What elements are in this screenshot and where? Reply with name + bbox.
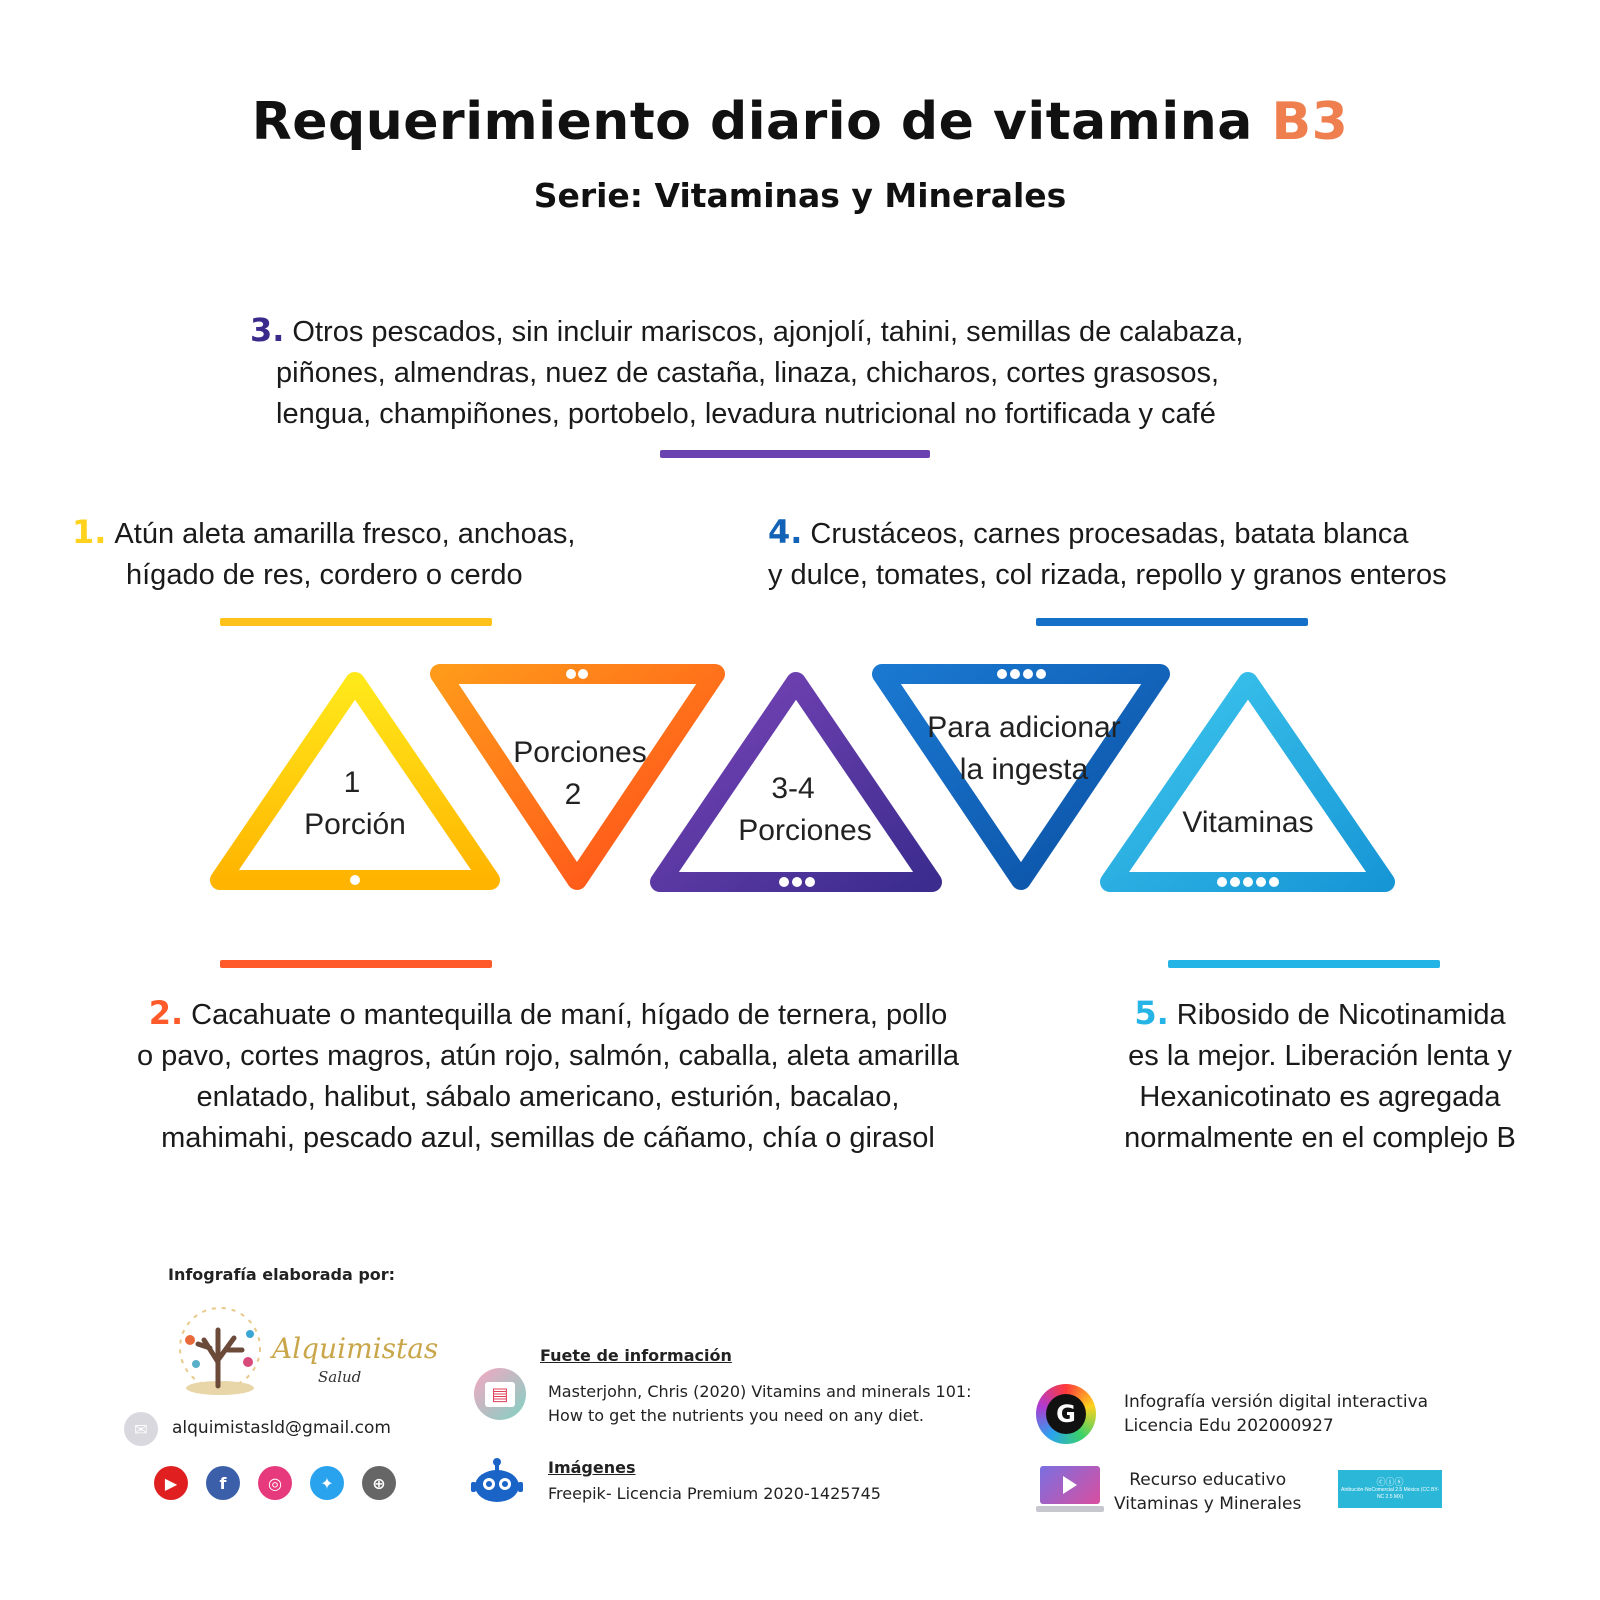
divider-item-4 <box>1036 618 1308 626</box>
logo-text: Alquimistas <box>272 1332 439 1365</box>
divider-item-2 <box>220 960 492 968</box>
instagram-icon[interactable]: ◎ <box>258 1466 292 1500</box>
source-text <box>548 1380 971 1428</box>
digital-line-2: Licencia Edu 202000927 <box>1124 1416 1334 1436</box>
images-title: Imágenes <box>548 1458 636 1477</box>
title-main: Requerimiento diario de vitamina <box>251 92 1253 152</box>
facebook-icon[interactable]: f <box>206 1466 240 1500</box>
triangle-5 <box>1110 682 1385 887</box>
triangle-3-line-2: Porciones <box>738 814 872 847</box>
cc-license-badge[interactable] <box>1338 1470 1442 1508</box>
triangle-4-dot-3 <box>1023 669 1033 679</box>
divider-item-5 <box>1168 960 1440 968</box>
images-license: Freepik- Licencia Premium 2020-1425745 <box>548 1484 881 1503</box>
triangle-4-dot-4 <box>1036 669 1046 679</box>
triangle-1 <box>220 682 490 885</box>
item-3-line-1: Otros pescados, sin incluir mariscos, ajonjolí, tahini, semillas de calabaza, <box>292 316 1244 348</box>
food-item-1 <box>72 512 712 596</box>
triangle-2-line-1: Porciones <box>513 736 647 769</box>
source-title: Fuete de información <box>540 1346 732 1365</box>
item-5-line-4: normalmente en el complejo B <box>1124 1122 1516 1154</box>
item-3-line-2: piñones, almendras, nuez de castaña, linaza, chicharos, cortes grasosos, <box>276 357 1220 389</box>
item-number-3: 3. <box>250 311 285 349</box>
triangle-2-dot-2 <box>578 669 588 679</box>
item-5-line-1: Ribosido de Nicotinamida <box>1176 999 1506 1031</box>
item-1-line-1: Atún aleta amarilla fresco, anchoas, <box>114 518 576 550</box>
triangle-4-dot-1 <box>997 669 1007 679</box>
triangle-1-line-2: Porción <box>304 808 406 841</box>
food-item-3 <box>250 310 1370 435</box>
triangle-4-dot-2 <box>1010 669 1020 679</box>
triangle-1-line-1: 1 <box>343 766 361 799</box>
triangle-5-line-1: Vitaminas <box>1182 806 1314 839</box>
food-item-2 <box>68 993 1028 1159</box>
item-4-line-2: y dulce, tomates, col rizada, repollo y granos enteros <box>768 559 1447 591</box>
item-number-4: 4. <box>768 513 803 551</box>
resource-line-1: Recurso educativo <box>1129 1470 1287 1490</box>
logo-subtext: Salud <box>318 1368 362 1386</box>
cc-icons: ⓒⓘⓢ <box>1376 1477 1404 1487</box>
triangle-5-dot-3 <box>1243 877 1253 887</box>
triangle-4-line-1: Para adicionar <box>927 711 1121 744</box>
source-line-2: How to get the nutrients you need on any diet. <box>548 1406 924 1425</box>
triangle-3-dot-3 <box>805 877 815 887</box>
email-icon: ✉ <box>124 1412 158 1446</box>
item-2-line-3: enlatado, halibut, sábalo americano, esturión, bacalao, <box>196 1081 900 1113</box>
source-line-1: Masterjohn, Chris (2020) Vitamins and minerals 101: <box>548 1382 972 1401</box>
made-by-label: Infografía elaborada por: <box>168 1265 396 1284</box>
twitter-icon[interactable]: ✦ <box>310 1466 344 1500</box>
divider-item-3 <box>660 450 930 458</box>
resource-text <box>1114 1468 1301 1516</box>
item-number-5: 5. <box>1134 994 1169 1032</box>
triangle-3-dot-1 <box>779 877 789 887</box>
robot-icon <box>470 1456 524 1506</box>
triangle-3-line-1: 3-4 <box>771 772 815 805</box>
triangle-4-line-2: la ingesta <box>959 753 1089 786</box>
triangle-2-line-2: 2 <box>564 778 582 811</box>
item-4-line-1: Crustáceos, carnes procesadas, batata blanca <box>810 518 1409 550</box>
food-item-4 <box>768 512 1568 596</box>
email-link[interactable]: alquimistasld@gmail.com <box>172 1418 391 1438</box>
page-subtitle: Serie: Vitaminas y Minerales <box>533 176 1067 215</box>
laptop-video-icon <box>1036 1466 1104 1514</box>
item-2-line-2: o pavo, cortes magros, atún rojo, salmón, caballa, aleta amarilla <box>136 1040 960 1072</box>
genially-icon: G <box>1036 1384 1096 1444</box>
divider-item-1 <box>220 618 492 626</box>
digital-line-1: Infografía versión digital interactiva <box>1124 1392 1429 1412</box>
triangle-5-dot-1 <box>1217 877 1227 887</box>
triangle-3-dot-2 <box>792 877 802 887</box>
resource-line-2: Vitaminas y Minerales <box>1114 1494 1302 1514</box>
triangle-5-dot-2 <box>1230 877 1240 887</box>
item-number-2: 2. <box>148 994 184 1032</box>
triangle-4 <box>882 669 1160 880</box>
triangle-diagram <box>0 660 1600 920</box>
youtube-icon[interactable]: ▶ <box>154 1466 188 1500</box>
item-3-line-3: lengua, champiñones, portobelo, levadura nutricional no fortificada y café <box>276 398 1216 430</box>
item-5-line-3: Hexanicotinato es agregada <box>1139 1081 1501 1113</box>
social-icons-row <box>154 1466 396 1500</box>
book-icon: ▤ <box>474 1368 526 1420</box>
page-title <box>0 92 1600 152</box>
cc-badge-text: Atribución-NoComercial 2.5 México (CC BY-NC 2.5 MX) <box>1341 1487 1439 1500</box>
triangle-1-dot <box>350 875 360 885</box>
item-2-line-1: Cacahuate o mantequilla de maní, hígado de ternera, pollo <box>191 999 948 1031</box>
triangle-5-dot-4 <box>1256 877 1266 887</box>
item-1-line-2: hígado de res, cordero o cerdo <box>126 559 523 591</box>
logo-tree <box>170 1300 270 1400</box>
web-icon[interactable]: ⊕ <box>362 1466 396 1500</box>
triangle-2-dot-1 <box>566 669 576 679</box>
item-number-1: 1. <box>72 513 107 551</box>
tree-icon <box>170 1300 270 1400</box>
digital-version-text <box>1124 1390 1428 1438</box>
item-2-line-4: mahimahi, pescado azul, semillas de cáñamo, chía o girasol <box>161 1122 935 1154</box>
triangle-5-dot-5 <box>1269 877 1279 887</box>
title-accent: B3 <box>1271 92 1349 152</box>
item-5-line-2: es la mejor. Liberación lenta y <box>1128 1040 1512 1072</box>
food-item-5 <box>1070 993 1570 1159</box>
